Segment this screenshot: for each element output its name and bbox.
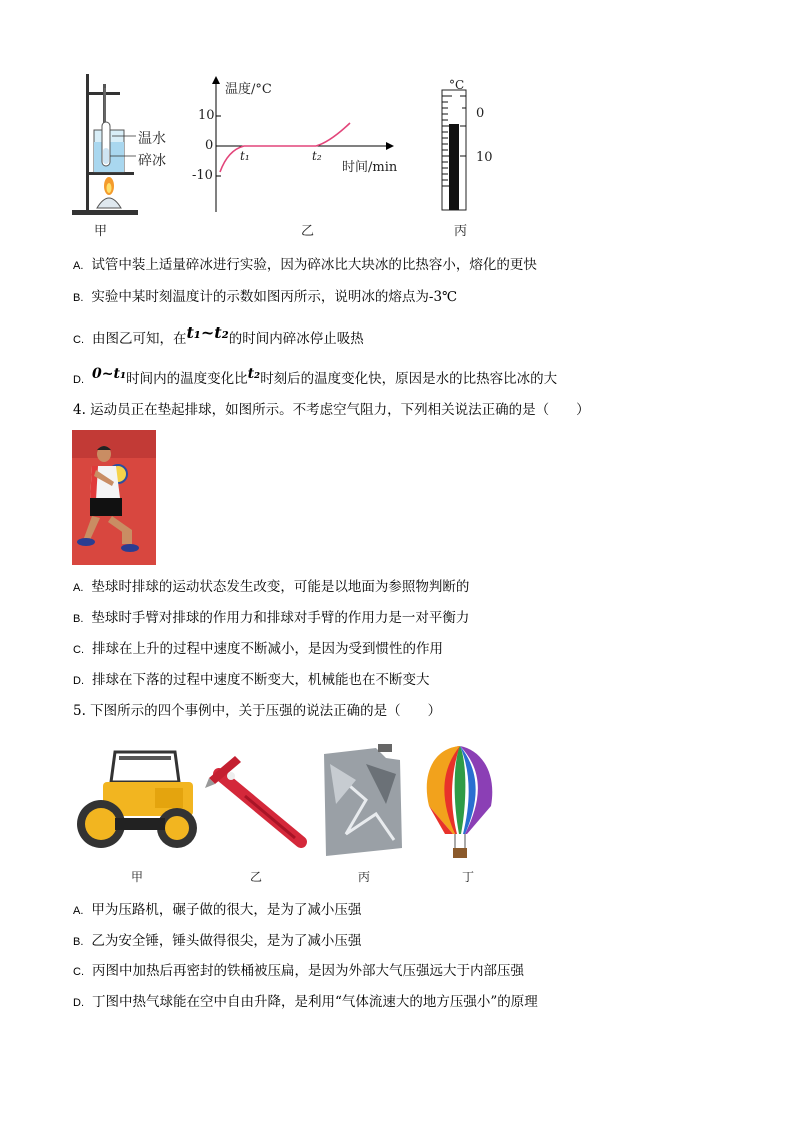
option-letter: B. — [73, 936, 84, 948]
figure-experiment — [60, 70, 493, 240]
label-hot-water: 温水 — [138, 131, 166, 147]
volleyball-player-photo — [72, 430, 156, 565]
caption-yi: 乙 — [250, 870, 263, 884]
option-text: 乙为安全锤，锤头做得很尖，是为了减小压强 — [91, 933, 362, 949]
option-text: 实验中某时刻温度计的示数如图丙所示，说明冰的熔点为-3℃ — [91, 289, 458, 305]
option-text: 排球在上升的过程中速度不断减小，是因为受到惯性的作用 — [92, 641, 443, 657]
thermometer-unit: °C — [449, 78, 465, 92]
thermometer-tick-10: 10 — [476, 150, 493, 165]
option-letter: A. — [73, 905, 84, 917]
graph-y-tick-0: 0 — [205, 138, 214, 153]
option-text-post: 的时间内碎冰停止吸热 — [228, 331, 364, 347]
q4-option-b — [73, 609, 469, 628]
math-t2: t₂ — [247, 366, 261, 382]
caption-jia: 甲 — [131, 870, 144, 884]
q3-option-a — [73, 256, 537, 275]
caption-ding: 丁 — [462, 870, 475, 884]
option-letter: D. — [73, 997, 84, 1009]
option-letter: C. — [73, 644, 84, 656]
graph-t1: t₁ — [240, 149, 250, 163]
graph-t2: t₂ — [312, 149, 322, 163]
q4-option-d — [73, 671, 430, 690]
option-letter: C. — [73, 966, 84, 978]
math-t1-t2: t₁~t₂ — [186, 323, 229, 342]
q5-option-c — [73, 962, 524, 981]
math-0-t1: 0~t₁ — [92, 366, 127, 382]
caption-yi: 乙 — [301, 224, 315, 239]
option-text: 甲为压路机，碾子做的很大，是为了减小压强 — [91, 902, 362, 918]
option-letter: A. — [73, 260, 84, 272]
graph-ylabel: 温度/°C — [225, 82, 272, 97]
option-text: 丙图中加热后再密封的铁桶被压扁，是因为外部大气压强远大于内部压强 — [92, 963, 524, 979]
graph-xlabel: 时间/min — [342, 160, 398, 175]
option-text: 排球在下落的过程中速度不断变大，机械能也在不断变大 — [92, 672, 430, 688]
q5-stem: 5. 下图所示的四个事例中，关于压强的说法正确的是（ ） — [73, 703, 442, 719]
option-text-pre: 由图乙可知，在 — [92, 331, 187, 347]
option-letter: B. — [73, 613, 84, 625]
hot-air-balloon-image — [415, 742, 505, 864]
caption-bing: 丙 — [454, 224, 468, 239]
thermometer-drawing — [434, 84, 474, 214]
safety-hammer-image — [205, 748, 315, 848]
q5-option-b — [73, 932, 361, 951]
option-text: 试管中装上适量碎冰进行实验，因为碎冰比大块冰的比热容小，熔化的更快 — [91, 257, 537, 273]
graph-y-tick-10: 10 — [198, 108, 215, 123]
crushed-can-image — [316, 744, 408, 859]
option-text-mid: 时间内的温度变化比 — [126, 371, 248, 387]
caption-bing: 丙 — [358, 870, 371, 884]
option-letter: A. — [73, 582, 84, 594]
q3-option-b — [73, 288, 457, 307]
label-crushed-ice: 碎冰 — [138, 153, 166, 169]
graph-y-tick-neg10: -10 — [192, 168, 213, 183]
option-text-post: 时刻后的温度变化快，原因是水的比热容比冰的大 — [260, 371, 558, 387]
q3-option-c — [73, 323, 364, 349]
q5-option-d — [73, 993, 538, 1012]
temperature-time-graph — [188, 72, 408, 232]
option-letter: C. — [73, 334, 84, 346]
caption-jia: 甲 — [94, 224, 108, 239]
option-text: 丁图中热气球能在空中自由升降，是利用“气体流速大的地方压强小”的原理 — [92, 994, 538, 1010]
option-letter: D. — [73, 374, 84, 386]
option-text: 垫球时手臂对排球的作用力和排球对手臂的作用力是一对平衡力 — [91, 610, 470, 626]
q4-stem: 4. 运动员正在垫起排球，如图所示。不考虑空气阻力，下列相关说法正确的是（ ） — [73, 402, 590, 418]
thermometer-tick-0: 0 — [476, 106, 485, 121]
q3-option-d — [73, 366, 558, 389]
q4-option-a — [73, 578, 469, 597]
option-text: 垫球时排球的运动状态发生改变，可能是以地面为参照物判断的 — [91, 579, 470, 595]
option-letter: B. — [73, 292, 84, 304]
option-letter: D. — [73, 675, 84, 687]
q5-option-a — [73, 901, 361, 920]
q4-option-c — [73, 640, 443, 659]
road-roller-image — [75, 742, 205, 857]
